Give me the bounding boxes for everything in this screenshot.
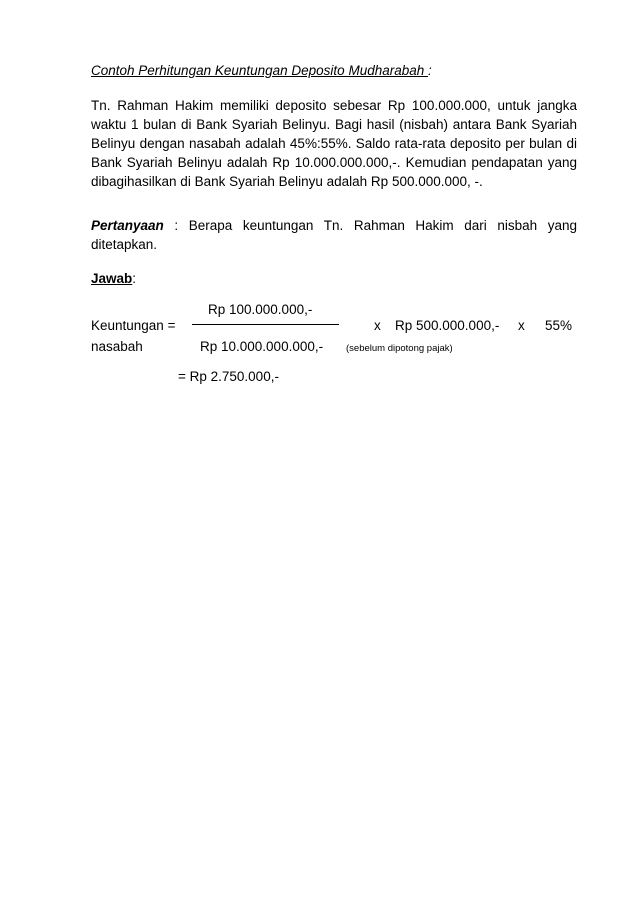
revenue-amount: Rp 500.000.000,- <box>395 318 500 333</box>
fraction-line <box>192 324 339 325</box>
fraction-numerator: Rp 100.000.000,- <box>208 302 313 317</box>
multiply-sign-1: x <box>374 318 381 333</box>
heading <box>91 63 432 78</box>
answer-colon: : <box>132 271 137 286</box>
answer-label: Jawab <box>91 271 133 286</box>
formula-label-nasabah: nasabah <box>91 339 143 354</box>
heading-colon: : <box>428 63 432 78</box>
question-text: : Berapa keuntungan Tn. Rahman Hakim dari nisbah yang ditetapkan. <box>91 218 577 252</box>
question-label: Pertanyaan <box>91 218 164 233</box>
question-paragraph <box>91 216 577 254</box>
heading-text: Contoh Perhitungan Keuntungan Deposito Mudharabah <box>91 63 428 78</box>
answer-heading <box>91 271 136 286</box>
nisbah-ratio: 55% <box>545 318 573 333</box>
tax-note: (sebelum dipotong pajak) <box>346 343 453 354</box>
problem-paragraph: Tn. Rahman Hakim memiliki deposito sebesar Rp 100.000.000, untuk jangka waktu 1 bulan di Bank Syariah Belinyu. Bagi hasil (nisbah) antara Bank Syariah Belinyu dengan nasabah adalah 45%:55%. Saldo rata-rata deposito per bulan di Bank Syariah Belinyu adalah Rp 10.000.000.000,-. Kemudian pendapatan yang dibagihasilkan di Bank Syariah Belinyu adalah Rp 500.000.000, -. <box>91 98 577 189</box>
formula-result: = Rp 2.750.000,- <box>178 369 279 384</box>
fraction-denominator: Rp 10.000.000.000,- <box>200 339 324 354</box>
multiply-sign-2: x <box>518 318 525 333</box>
formula-label-keuntungan: Keuntungan = <box>91 318 176 333</box>
